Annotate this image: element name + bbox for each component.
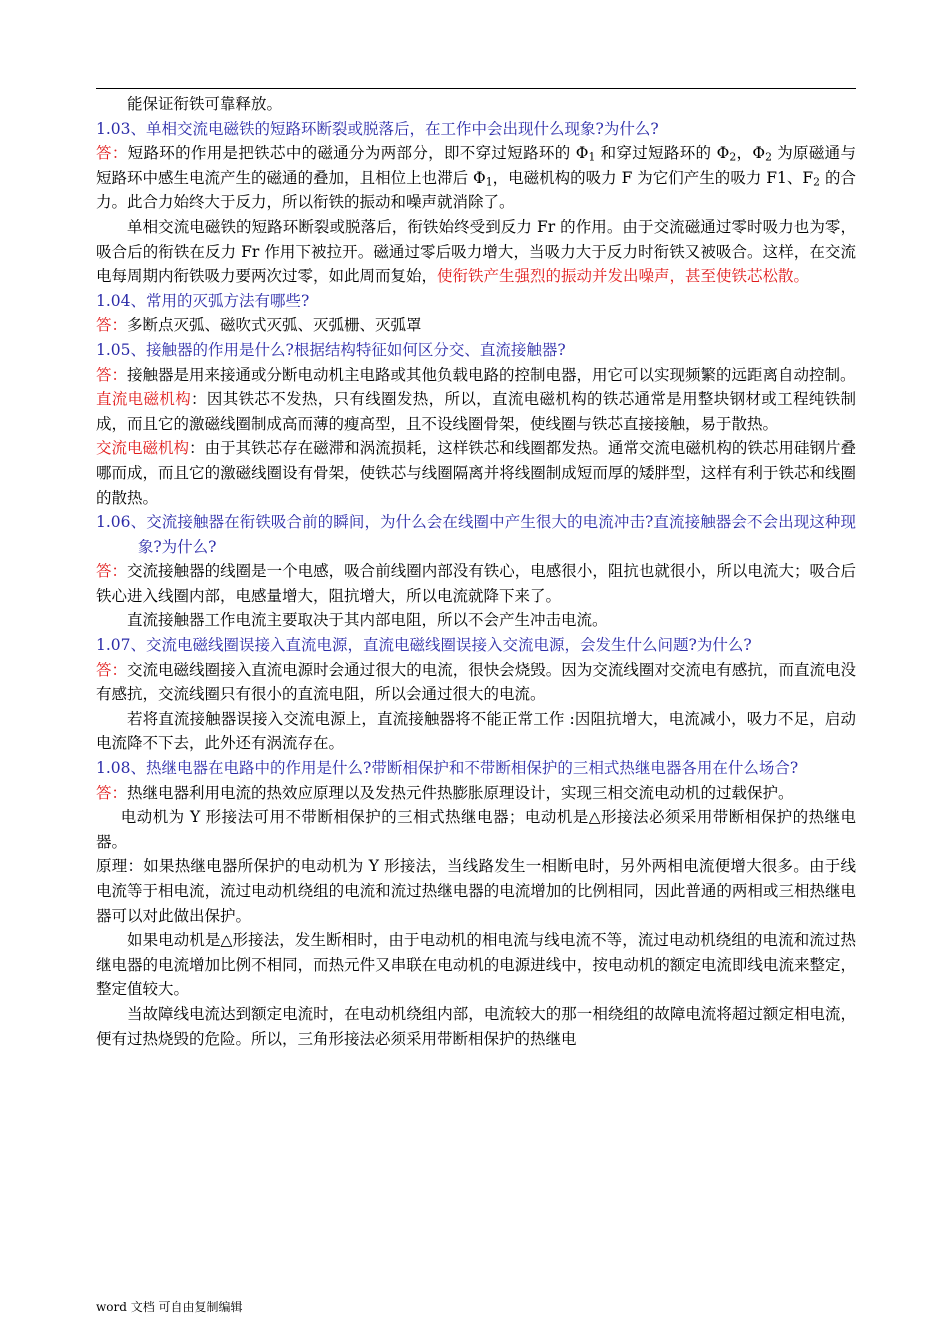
answer-1-08: 答：热继电器利用电流的热效应原理以及发热元件热膨胀原理设计，实现三相交流电动机的过载保护。 bbox=[96, 783, 794, 802]
answer-label: 答： bbox=[96, 562, 128, 581]
answer-1-03-para2: 单相交流电磁铁的短路环断裂或脱落后，衔铁始终受到反力 Fr 的作用。由于交流磁通过零时吸力也为零，吸合后的衔铁在反力 Fr 作用下被拉开。磁通过零后吸力增大，当吸力大于反力时衔铁又被吸合。这样，在交流电每周期内衔铁吸力要两次过零，如此周而复始，使衔铁产生强烈的振动并发出噪声，甚至使铁芯松散。 bbox=[96, 217, 856, 286]
ac-label: 交流电磁机构 bbox=[96, 439, 190, 458]
answer-label: 答： bbox=[96, 365, 128, 384]
answer-label: 答： bbox=[96, 316, 128, 335]
ac-mechanism: 交流电磁机构：由于其铁芯存在磁滞和涡流损耗，这样铁芯和线圈都发热。通常交流电磁机构的铁芯用硅钢片叠哪而成，而且它的激磁线圈设有骨架，使铁芯与线圈隔离并将线圈制成短而厚的矮胖型，这样有利于铁芯和线圈的散热。 bbox=[96, 439, 856, 507]
answer-label: 答： bbox=[96, 144, 128, 163]
answer-1-06-para2: 直流接触器工作电流主要取决于其内部电阻，所以不会产生冲击电流。 bbox=[127, 611, 608, 630]
question-1-08: 1.08、热继电器在电路中的作用是什么?带断相保护和不带断相保护的三相式热继电器各用在什么场合? bbox=[96, 759, 799, 778]
answer-label: 答： bbox=[96, 783, 128, 802]
question-1-04: 1.04、常用的灭弧方法有哪些? bbox=[96, 291, 310, 310]
dc-mechanism: 直流电磁机构：因其铁芯不发热，只有线圈发热，所以，直流电磁机构的铁芯通常是用整块钢材或工程纯铁制成，而且它的激磁线圈制成高而薄的瘦高型，且不设线圈骨架，使线圈与铁芯直接接触，易于散热。 bbox=[96, 390, 856, 433]
page-footer: word 文档 可自由复制编辑 bbox=[96, 1300, 243, 1314]
question-1-03: 1.03、单相交流电磁铁的短路环断裂或脱落后，在工作中会出现什么现象?为什么? bbox=[96, 119, 659, 138]
header-rule bbox=[96, 88, 856, 89]
answer-1-08-para2: 电动机为 Y 形接法可用不带断相保护的三相式热继电器；电动机是△形接法必须采用带断相保护的热继电器。 bbox=[96, 808, 856, 851]
answer-1-05: 答：接触器是用来接通或分断电动机主电路或其他负载电路的控制电器，用它可以实现频繁的远距离自动控制。 bbox=[96, 365, 856, 384]
answer-1-08-principle: 原理：如果热继电器所保护的电动机为 Y 形接法，当线路发生一相断电时，另外两相电流便增大很多。由于线电流等于相电流，流过电动机绕组的电流和流过热继电器的电流增加的比例相同，因此普通的两相或三相热继电器可以对此做出保护。 bbox=[96, 857, 856, 925]
answer-label: 答： bbox=[96, 660, 128, 679]
question-1-06: 1.06、交流接触器在衔铁吸合前的瞬间，为什么会在线圈中产生很大的电流冲击?直流接触器会不会出现这种现象?为什么? bbox=[96, 513, 856, 556]
answer-1-03: 答：短路环的作用是把铁芯中的磁通分为两部分，即不穿过短路环的 $\Phi_1$ 和穿过短路环的 $\Phi_2$，$\Phi_2$ 为原磁通与短路环中感生电流产生的磁通的叠加，且相位上也滞后 $\Phi_1$，电磁机构的吸力 F 为它们产生的吸力 F1、$F_2$ 的合力。此合力始终大于反力，所以衔铁的振动和噪声就消除了。 bbox=[96, 144, 856, 212]
document-body bbox=[96, 92, 856, 1051]
answer-1-07: 答：交流电磁线圈接入直流电源时会通过很大的电流，很快会烧毁。因为交流线圈对交流电有感抗，而直流电没有感抗，交流线圈只有很小的直流电阻，所以会通过很大的电流。 bbox=[96, 660, 856, 704]
text-line: 能保证衔铁可靠释放。 bbox=[127, 95, 283, 113]
answer-1-08-para4: 如果电动机是△形接法，发生断相时，由于电动机的相电流与线电流不等，流过电动机绕组的电流和流过热继电器的电流增加比例不相同，而热元件又串联在电动机的电源进线中，按电动机的额定电流即线电流来整定，整定值较大。 bbox=[96, 931, 856, 999]
answer-1-08-para5: 当故障线电流达到额定电流时，在电动机绕组内部，电流较大的那一相绕组的故障电流将超过额定相电流，便有过热烧毁的危险。所以，三角形接法必须采用带断相保护的热继电 bbox=[96, 1004, 856, 1048]
highlight-text: 使衔铁产生强烈的振动并发出噪声，甚至使铁芯松散。 bbox=[437, 267, 810, 286]
question-1-05: 1.05、接触器的作用是什么?根据结构特征如何区分交、直流接触器? bbox=[96, 340, 566, 359]
question-1-07: 1.07、交流电磁线圈误接入直流电源，直流电磁线圈误接入交流电源，会发生什么问题?为什么? bbox=[96, 636, 752, 655]
answer-1-06: 答：交流接触器的线圈是一个电感，吸合前线圈内部没有铁心，电感很小，阻抗也就很小，所以电流大；吸合后铁心进入线圈内部，电感量增大，阻抗增大，所以电流就降下来了。 bbox=[96, 562, 856, 605]
dc-label: 直流电磁机构 bbox=[96, 390, 192, 409]
answer-1-07-para2: 若将直流接触器误接入交流电源上，直流接触器将不能正常工作 :因阻抗增大，电流减小，吸力不足，启动电流降不下去，此外还有涡流存在。 bbox=[96, 709, 856, 753]
answer-1-04: 答：多断点灭弧、磁吹式灭弧、灭弧栅、灭弧罩 bbox=[96, 316, 422, 335]
